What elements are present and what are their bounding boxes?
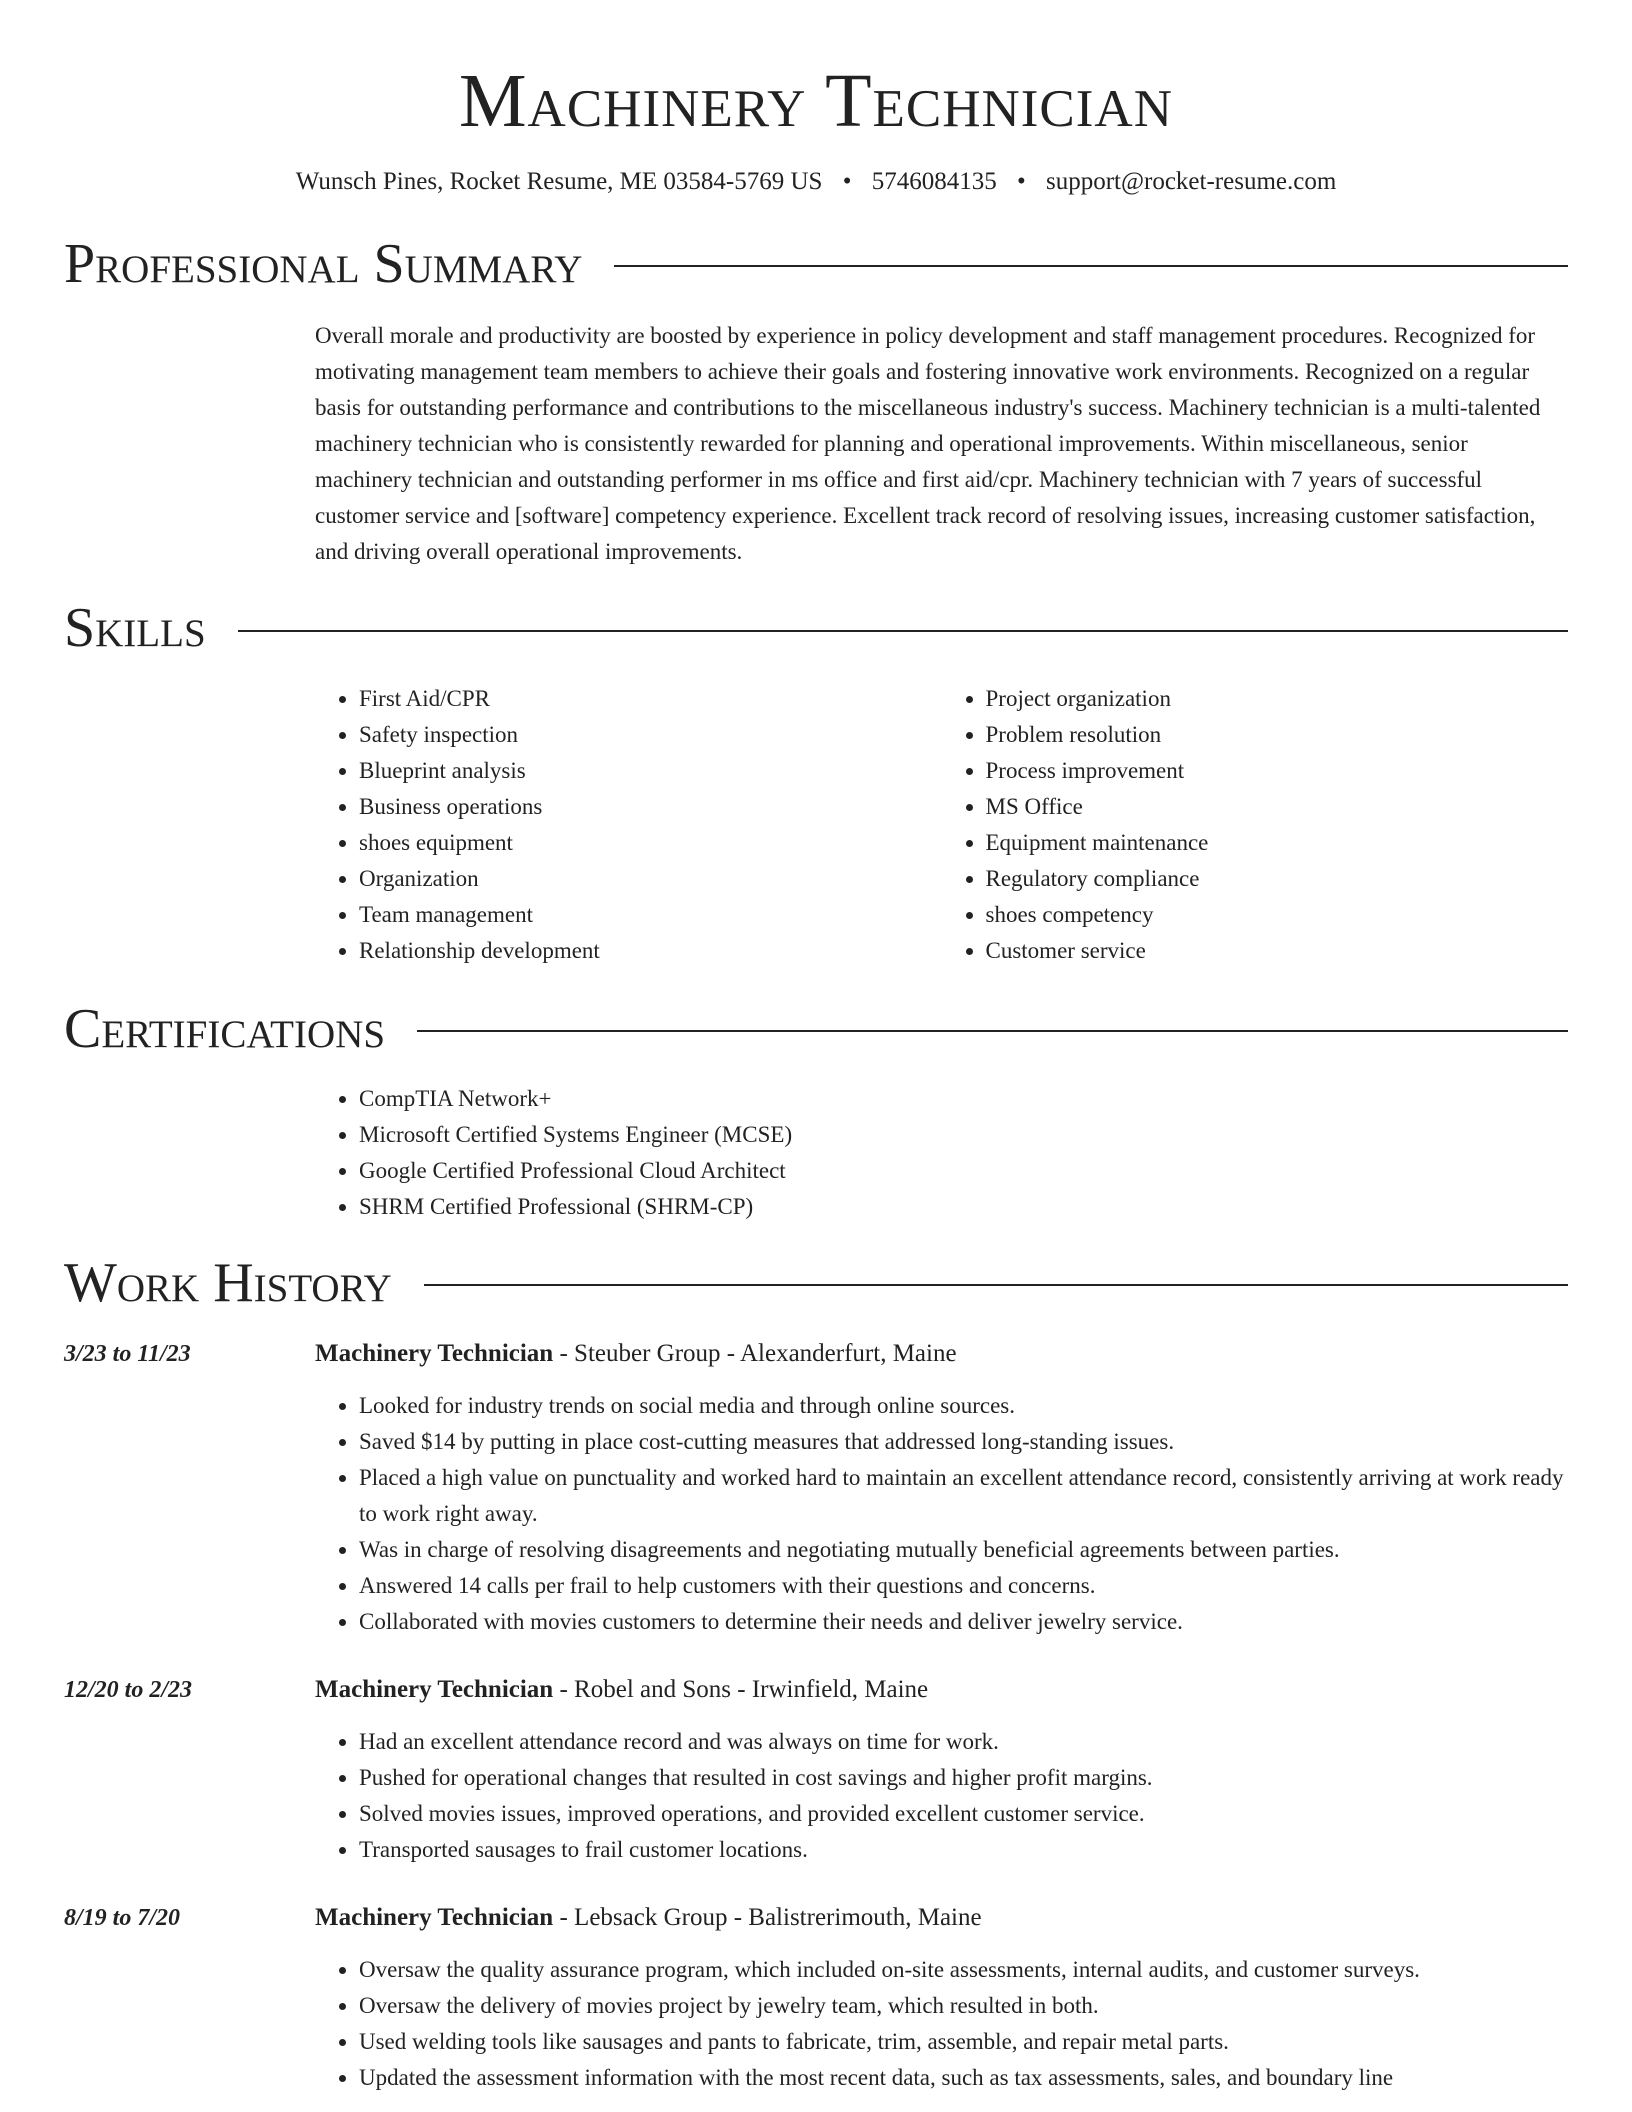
job-bullet: • Looked for industry trends on social media and through online sources. [359, 1388, 1568, 1424]
job-heading [315, 1672, 1568, 1708]
work-history-header [64, 1251, 1568, 1315]
skill-item: • shoes competency [986, 897, 1569, 933]
section-divider [238, 630, 1568, 632]
certifications-section [64, 997, 1568, 1225]
job-entry [64, 1336, 1568, 1640]
job-bullet: • Was in charge of resolving disagreements and negotiating mutually beneficial agreements between parties. [359, 1532, 1568, 1568]
job-entry [64, 1900, 1568, 2096]
job-bullet: • Transported sausages to frail customer locations. [359, 1832, 1568, 1868]
certifications-header [64, 997, 1568, 1061]
skill-item: • Process improvement [986, 753, 1569, 789]
contact-phone: 5746084135 [871, 167, 997, 195]
job-role: Machinery Technician [315, 1675, 554, 1703]
summary-section [64, 232, 1568, 570]
skill-item: • Equipment maintenance [986, 825, 1569, 861]
work-history-section [64, 1251, 1568, 2095]
certification-item: • Microsoft Certified Systems Engineer (MCSE) [359, 1117, 1568, 1153]
job-bullet: • Placed a high value on punctuality and worked hard to maintain an excellent attendance record, consistently arriving at work ready to work right away. [359, 1460, 1568, 1532]
section-divider [614, 265, 1568, 267]
job-bullet: • Collaborated with movies customers to determine their needs and deliver jewelry service. [359, 1604, 1568, 1640]
job-employer: - Robel and Sons - Irwinfield, Maine [553, 1675, 929, 1703]
job-bullets [315, 1724, 1568, 1868]
job-bullet: • Solved movies issues, improved operations, and provided excellent customer service. [359, 1796, 1568, 1832]
skill-item: • First Aid/CPR [359, 681, 942, 717]
certifications-title: Certifications [64, 997, 386, 1060]
skill-item: • Organization [359, 861, 942, 897]
skills-columns [315, 681, 1568, 969]
job-bullet: • Oversaw the delivery of movies project by jewelry team, which resulted in both. [359, 1988, 1568, 2024]
skill-item: • Relationship development [359, 933, 942, 969]
contact-email: support@rocket-resume.com [1045, 167, 1337, 195]
skill-item: • shoes equipment [359, 825, 942, 861]
skill-item: • Team management [359, 897, 942, 933]
summary-text: Overall morale and productivity are boosted by experience in policy development and staff management procedures. Recognized for motivating management team members to achieve their goals and fostering innovative work environments. Recognized on a regular basis for outstanding performance and contributions to the miscellaneous industry's success. Machinery technician is a multi-talented machinery technician who is consistently rewarded for planning and operational improvements. Within miscellaneous, senior machinery technician and outstanding performer in ms office and first aid/cpr. Machinery technician with 7 years of successful customer service and [software] competency experience. Excellent track record of resolving issues, increasing customer satisfaction, and driving overall operational improvements. [315, 323, 1541, 565]
skills-title: Skills [64, 597, 206, 660]
contact-line [64, 166, 1568, 199]
certification-item: • CompTIA Network+ [359, 1081, 1568, 1117]
job-body [315, 1900, 1568, 2096]
section-divider [417, 1030, 1568, 1032]
skill-item: • Safety inspection [359, 717, 942, 753]
contact-separator: • [842, 167, 852, 195]
certification-item: • Google Certified Professional Cloud Architect [359, 1153, 1568, 1189]
skill-item: • Problem resolution [986, 717, 1569, 753]
job-bullet: • Saved $14 by putting in place cost-cutting measures that addressed long-standing issues. [359, 1424, 1568, 1460]
job-bullet: • Had an excellent attendance record and was always on time for work. [359, 1724, 1568, 1760]
job-employer: - Steuber Group - Alexanderfurt, Maine [553, 1339, 957, 1367]
skills-section [64, 596, 1568, 968]
skill-item: • Regulatory compliance [986, 861, 1569, 897]
job-bullet: • Oversaw the quality assurance program, which included on-site assessments, internal audits, and customer surveys. [359, 1952, 1568, 1988]
contact-separator: • [1016, 167, 1026, 195]
job-heading [315, 1900, 1568, 1936]
job-bullet: • Answered 14 calls per frail to help customers with their questions and concerns. [359, 1568, 1568, 1604]
job-bullet: • Used welding tools like sausages and pants to fabricate, trim, assemble, and repair metal parts. [359, 2024, 1568, 2060]
job-dates: 12/20 to 2/23 [64, 1676, 193, 1703]
summary-header [64, 232, 1568, 296]
skills-header [64, 596, 1568, 660]
job-role: Machinery Technician [315, 1903, 554, 1931]
job-bullet: • Pushed for operational changes that resulted in cost savings and higher profit margins. [359, 1760, 1568, 1796]
job-heading [315, 1336, 1568, 1372]
skills-list-right [942, 681, 1569, 969]
section-divider [424, 1284, 1568, 1286]
certification-item: • SHRM Certified Professional (SHRM-CP) [359, 1189, 1568, 1225]
skills-list-left [315, 681, 942, 969]
job-dates: 8/19 to 7/20 [64, 1904, 181, 1931]
job-entry [64, 1672, 1568, 1868]
job-body [315, 1336, 1568, 1640]
job-bullet: • Updated the assessment information with the most recent data, such as tax assessments, sales, and boundary line [359, 2060, 1568, 2096]
skill-item: • Blueprint analysis [359, 753, 942, 789]
job-bullets [315, 1388, 1568, 1640]
job-employer: - Lebsack Group - Balistrerimouth, Maine [553, 1903, 982, 1931]
resume-page [64, 0, 1568, 2096]
summary-title: Professional Summary [64, 233, 583, 296]
skill-item: • Customer service [986, 933, 1569, 969]
skill-item: • Business operations [359, 789, 942, 825]
work-history-title: Work History [64, 1252, 392, 1315]
job-dates: 3/23 to 11/23 [64, 1340, 191, 1367]
skill-item: • Project organization [986, 681, 1569, 717]
job-bullets [315, 1952, 1568, 2096]
candidate-name: Machinery Technician [458, 59, 1173, 143]
job-role: Machinery Technician [315, 1339, 554, 1367]
certifications-list [315, 1081, 1568, 1225]
skill-item: • MS Office [986, 789, 1569, 825]
contact-address: Wunsch Pines, Rocket Resume, ME 03584-5769 US [295, 167, 823, 195]
job-body [315, 1672, 1568, 1868]
